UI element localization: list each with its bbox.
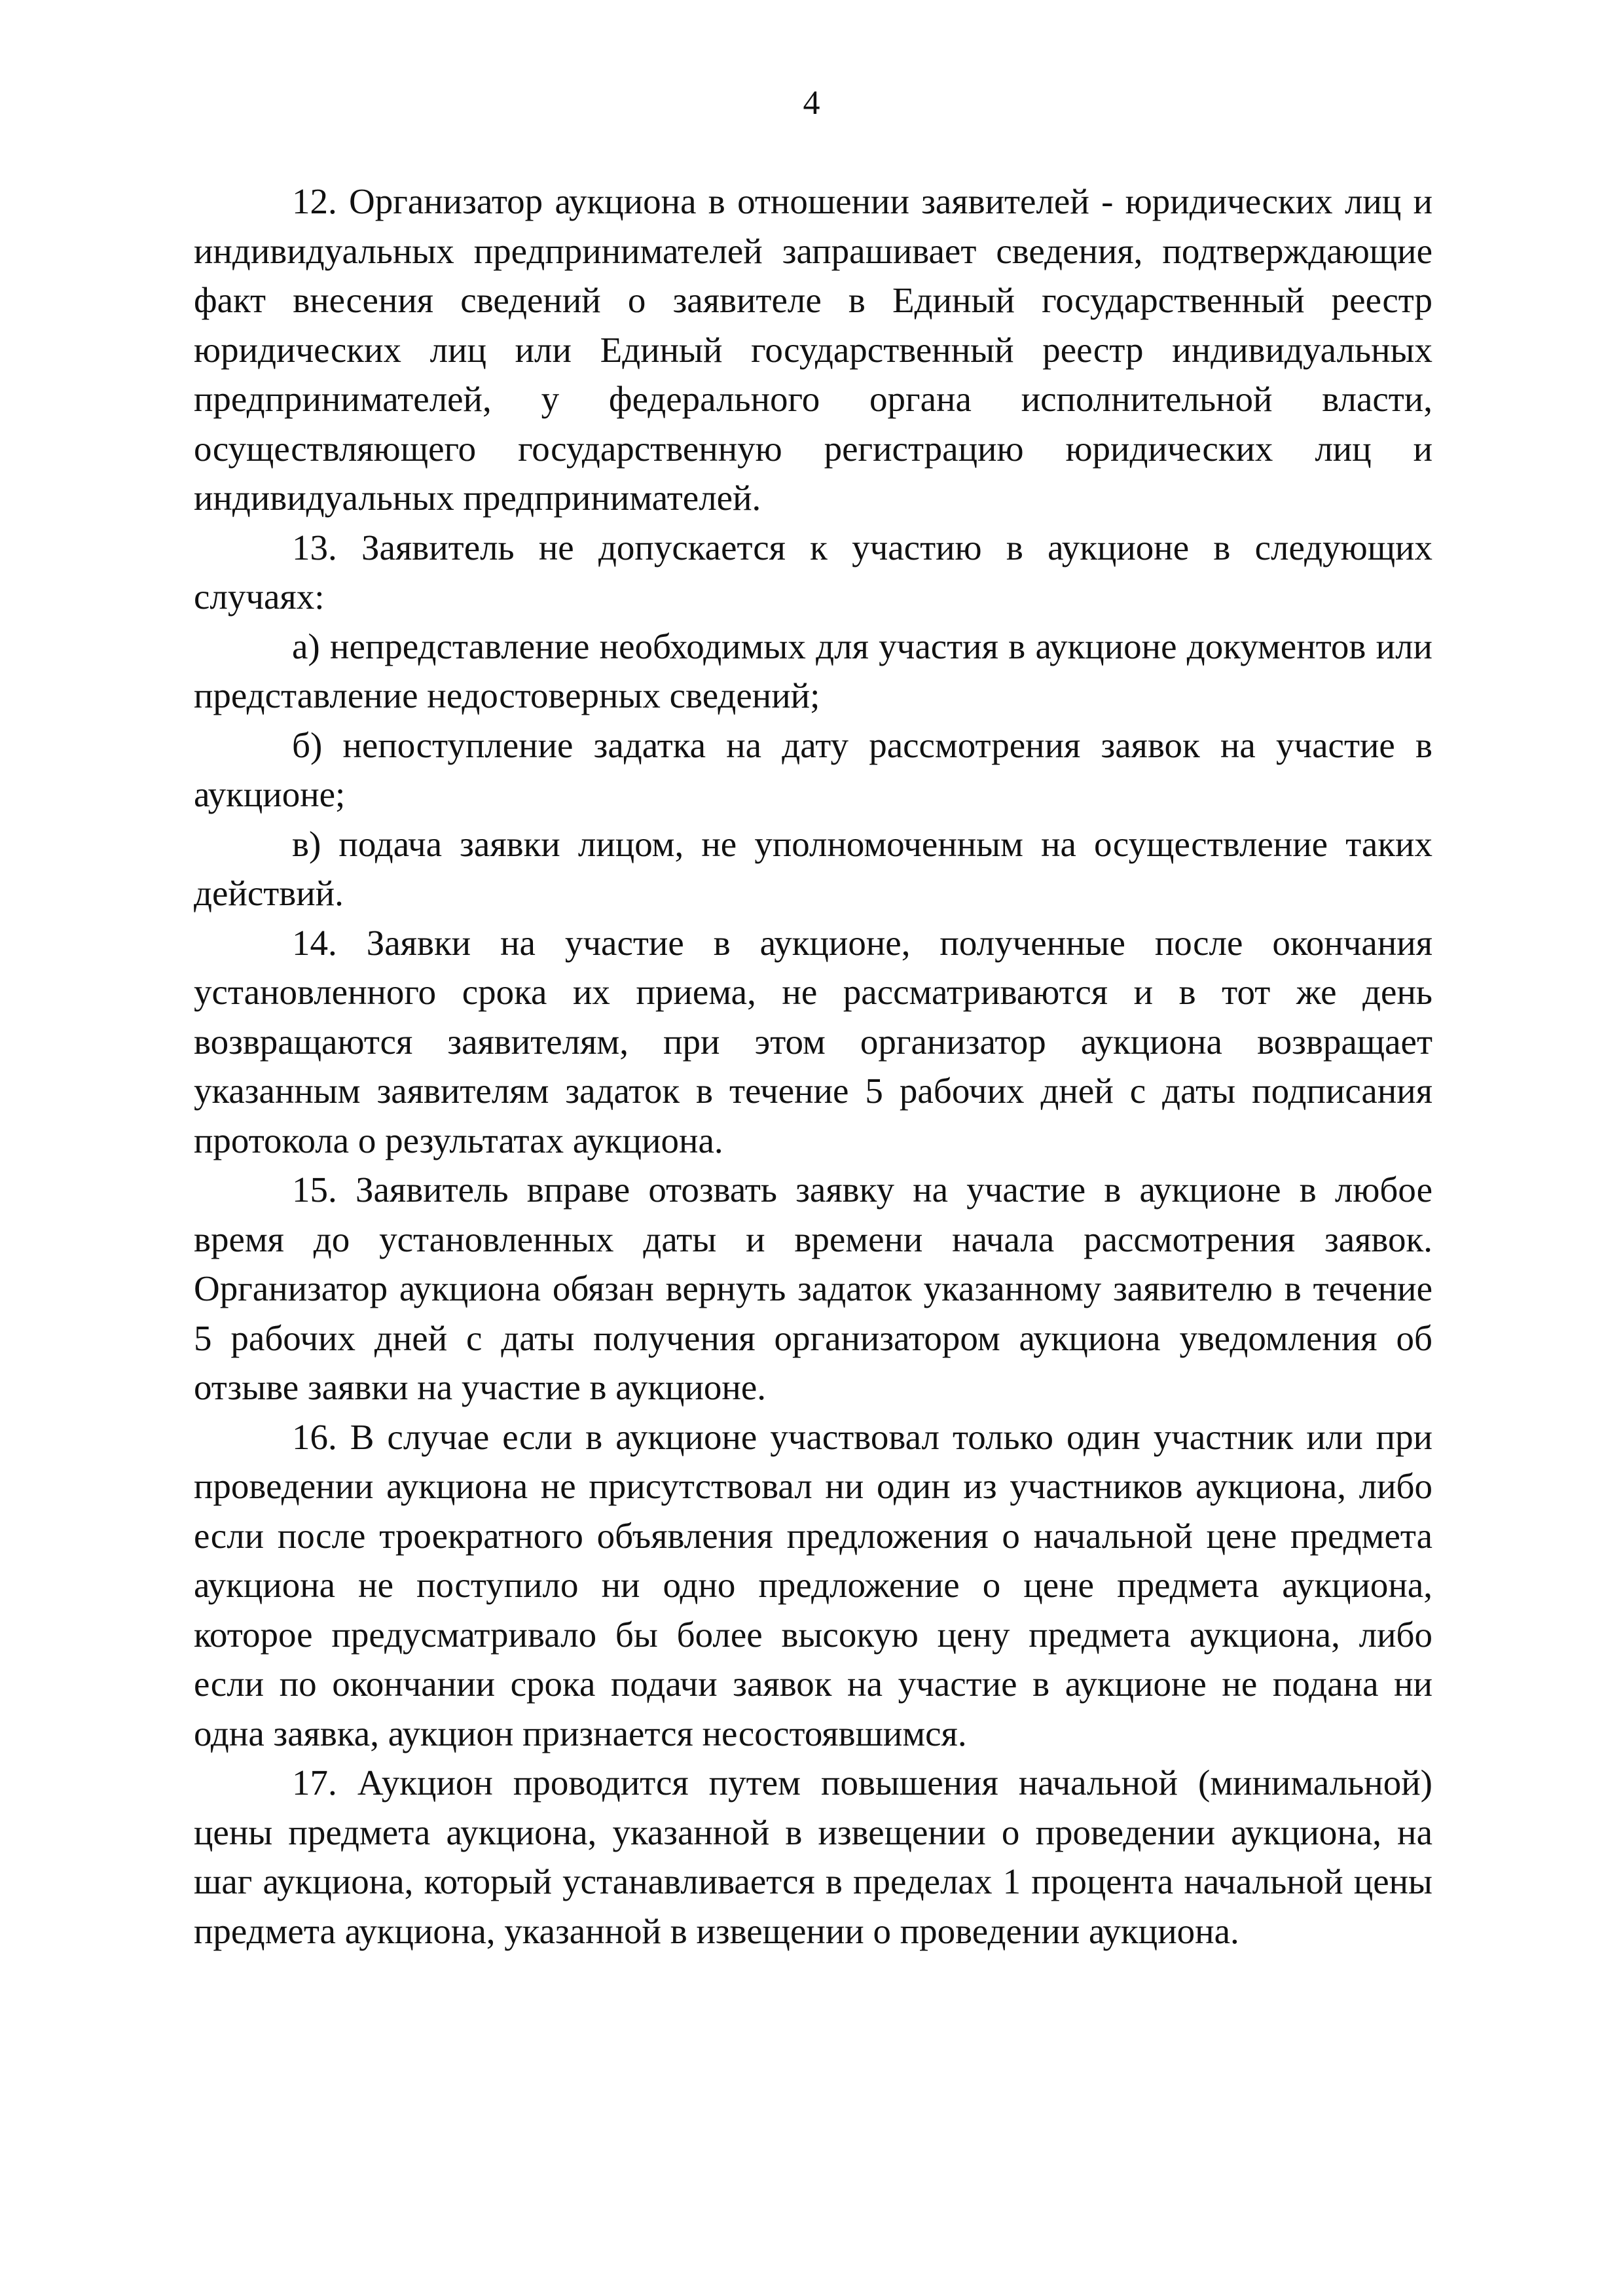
paragraph-15: 15. Заявитель вправе отозвать заявку на участие в аукционе в любое время до установленных даты и времени начала рассмотрения заявок. Организатор аукциона обязан вернуть задаток указанному заявителю в течение 5 рабочих дней с даты получения организатором аукциона уведомления об отзыве заявки на участие в аукционе. bbox=[194, 1170, 1432, 1407]
paragraph-12: 12. Организатор аукциона в отношении заявителей - юридических лиц и индивидуальных предпринимателей запрашивает сведения, подтверждающие факт внесения сведений о заявителе в Единый государственный реестр юридических лиц или Единый государственный реестр индивидуальных предпринимателей, у федерального органа исполнительной власти, осуществляющего государственную регистрацию юридических лиц и индивидуальных предпринимателей. bbox=[194, 181, 1432, 518]
paragraph-13b: б) непоступление задатка на дату рассмотрения заявок на участие в аукционе; bbox=[194, 725, 1432, 814]
paragraph-14: 14. Заявки на участие в аукционе, полученные после окончания установленного срока их приема, не рассматриваются и в тот же день возвращаются заявителям, при этом организатор аукциона возвращает указанным заявителям задаток в течение 5 рабочих дней с даты подписания протокола о результатах аукциона. bbox=[194, 922, 1432, 1160]
paragraph-16: 16. В случае если в аукционе участвовал только один участник или при проведении аукциона не присутствовал ни один из участников аукциона, либо если после троекратного объявления предложения о начальной цене предмета аукциона не поступило ни одно предложение о цене предмета аукциона, которое предусматривало бы более высокую цену предмета аукциона, либо если по окончании срока подачи заявок на участие в аукционе не подана ни одна заявка, аукцион признается несостоявшимся. bbox=[194, 1416, 1432, 1753]
paragraph-13: 13. Заявитель не допускается к участию в аукционе в следующих случаях: bbox=[194, 527, 1432, 617]
document-body bbox=[194, 177, 1432, 1956]
paragraph-17: 17. Аукцион проводится путем повышения начальной (минимальной) цены предмета аукциона, указанной в извещении о проведении аукциона, на шаг аукциона, который устанавливается в пределах 1 процента начальной цены предмета аукциона, указанной в извещении о проведении аукциона. bbox=[194, 1763, 1432, 1951]
page-number: 4 bbox=[803, 84, 820, 122]
paragraph-13v: в) подача заявки лицом, не уполномоченным на осуществление таких действий. bbox=[194, 823, 1432, 913]
paragraph-13a: а) непредставление необходимых для участия в аукционе документов или представление недостоверных сведений; bbox=[194, 626, 1432, 715]
